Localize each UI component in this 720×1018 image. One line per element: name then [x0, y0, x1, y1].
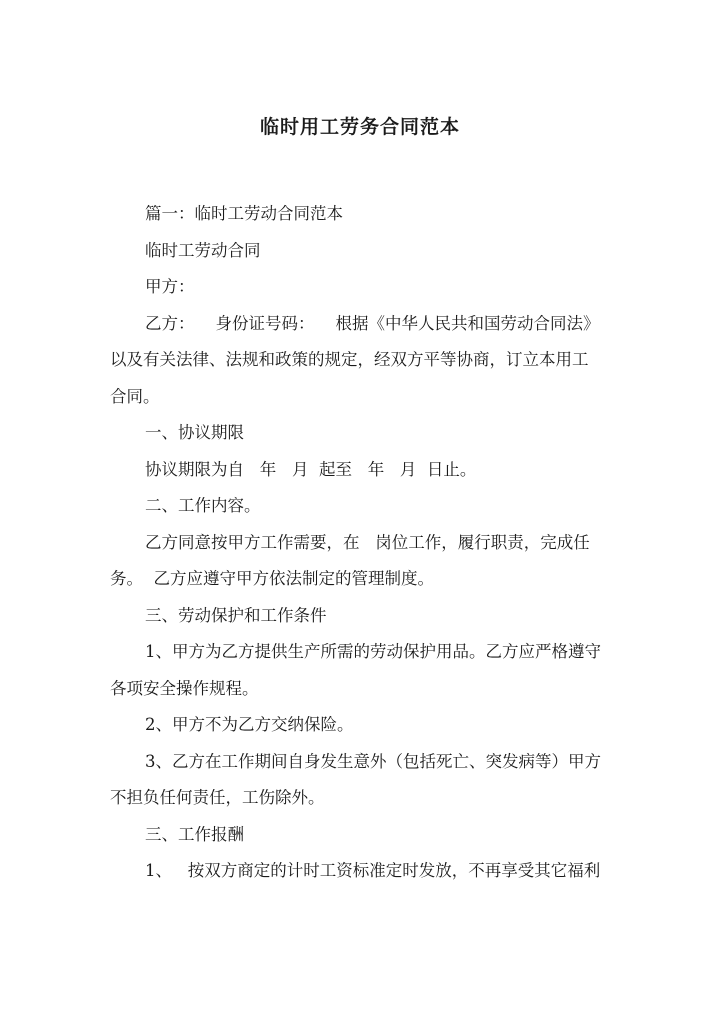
paragraph [110, 452, 615, 489]
text-line: 3、乙方在工作期间自身发生意外（包括死亡、突发病等）甲方 [145, 751, 601, 771]
paragraph [110, 415, 615, 452]
paragraph [110, 634, 615, 707]
text-line: 临时工劳动合同 [145, 240, 261, 260]
section-heading: 一、协议期限 [145, 423, 244, 442]
text-line: 1、甲方为乙方提供生产所需的劳动保护用品。乙方应严格遵守 [145, 642, 601, 661]
text-line: 乙方： 身份证号码： 根据《中华人民共和国劳动合同法》 [145, 313, 600, 333]
paragraph [110, 488, 615, 525]
paragraph [110, 233, 615, 270]
paragraph [110, 707, 615, 744]
section-heading: 三、劳动保护和工作条件 [145, 605, 327, 625]
text-line: 合同。 [110, 386, 160, 406]
paragraph [110, 817, 615, 854]
paragraph [110, 269, 615, 306]
paragraph [110, 598, 615, 635]
paragraph [110, 196, 615, 233]
text-line: 篇一：临时工劳动合同范本 [145, 204, 343, 223]
paragraph [110, 744, 615, 817]
document-title: 临时用工劳务合同范本 [259, 116, 460, 138]
text-line: 务。 乙方应遵守甲方依法制定的管理制度。 [110, 569, 434, 588]
text-line: 甲方： [145, 277, 195, 296]
text-line: 乙方同意按甲方工作需要，在 岗位工作，履行职责，完成任 [145, 532, 590, 552]
paragraph [110, 853, 615, 890]
text-line: 不担负任何责任，工伤除外。 [110, 788, 325, 807]
paragraph [110, 306, 615, 416]
text-line: 各项安全操作规程。 [110, 678, 259, 698]
text-line: 2、甲方不为乙方交纳保险。 [145, 715, 354, 734]
text-line: 以及有关法律、法规和政策的规定，经双方平等协商，订立本用工 [110, 350, 589, 369]
section-heading: 二、工作内容。 [145, 496, 261, 515]
section-heading: 三、工作报酬 [145, 824, 244, 844]
text-line: 1、 按双方商定的计时工资标准定时发放，不再享受其它福利 [145, 861, 601, 880]
text-line: 协议期限为自 年 月 起至 年 月 日止。 [145, 459, 477, 479]
document-body [110, 196, 615, 890]
paragraph [110, 525, 615, 598]
